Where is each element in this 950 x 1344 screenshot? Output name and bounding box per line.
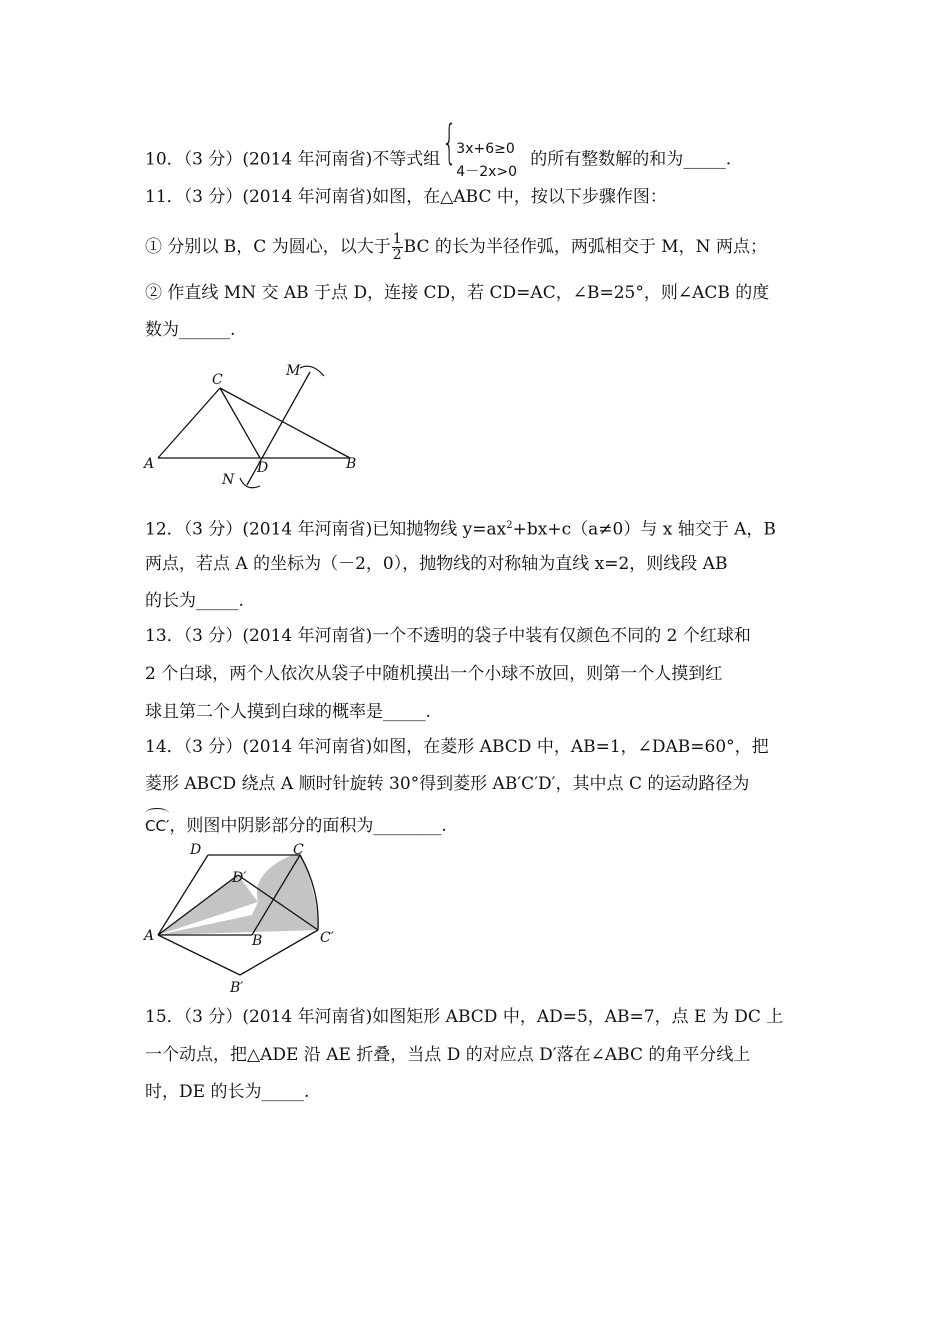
fraction-denominator: 2 bbox=[392, 247, 402, 263]
label-n: N bbox=[222, 472, 235, 488]
label-c: C bbox=[212, 372, 223, 388]
arc-cc-prime: CC′ bbox=[145, 810, 169, 838]
q14-line3 bbox=[145, 810, 447, 838]
q13-line2: 2 个白球，两个人依次从袋子中随机摸出一个小球不放回，则第一个人摸到红 bbox=[145, 664, 723, 684]
q11-line2-a: ① 分别以 B，C 为圆心，以大于 bbox=[145, 237, 391, 257]
label-c: C bbox=[293, 842, 304, 858]
q12-line3: 的长为_____. bbox=[145, 591, 244, 611]
q14-line1: 14．（3 分）(2014 年河南省)如图，在菱形 ABCD 中，AB=1，∠DAB=60°，把 bbox=[145, 737, 769, 757]
label-a: A bbox=[144, 928, 155, 944]
q11-line2 bbox=[145, 232, 767, 263]
q14-line3-b: ，则图中阴影部分的面积为________. bbox=[169, 816, 447, 836]
q13-line3: 球且第二个人摸到白球的概率是_____. bbox=[145, 702, 431, 722]
fraction-numerator: 1 bbox=[392, 231, 402, 247]
label-b: B bbox=[252, 933, 263, 949]
label-a: A bbox=[144, 456, 155, 472]
q11-line1: 11．（3 分）(2014 年河南省)如图，在△ABC 中，按以下步骤作图： bbox=[145, 187, 667, 207]
label-m: M bbox=[286, 363, 301, 379]
label-b-prime: B′ bbox=[230, 980, 244, 995]
q11-line3: ② 作直线 MN 交 AB 于点 D，连接 CD，若 CD=AC，∠B=25°，则∠ACB 的度 bbox=[145, 283, 770, 303]
q11-figure bbox=[140, 360, 370, 495]
inequality-row-1: 3x+6≥0 bbox=[456, 141, 515, 157]
q12-line1-a: 12．（3 分）(2014 年河南省)已知抛物线 y=ax bbox=[145, 519, 507, 540]
label-d: D bbox=[257, 460, 269, 476]
exponent: 2 bbox=[506, 520, 513, 531]
q15-line2: 一个动点，把△ADE 沿 AE 折叠，当点 D 的对应点 D′落在∠ABC 的角平分线上 bbox=[145, 1045, 751, 1065]
inequality-system: { 3x+6≥0 4－2x>0 bbox=[442, 136, 528, 184]
arc-m bbox=[300, 366, 324, 376]
label-b: B bbox=[346, 456, 357, 472]
q14-line2: 菱形 ABCD 绕点 A 顺时针旋转 30°得到菱形 AB′C′D′，其中点 C 的运动路径为 bbox=[145, 774, 750, 794]
q14-figure bbox=[140, 840, 350, 995]
q12-line1-b: +bx+c（a≠0）与 x 轴交于 A，B bbox=[512, 519, 776, 540]
q12-line2: 两点，若点 A 的坐标为（－2，0），抛物线的对称轴为直线 x=2，则线段 AB bbox=[145, 554, 728, 574]
q15-line3: 时，DE 的长为_____. bbox=[145, 1082, 310, 1102]
segment-ab-prime bbox=[158, 935, 240, 975]
q10-suffix: 的所有整数解的和为_____. bbox=[530, 149, 732, 170]
q13-line1: 13．（3 分）(2014 年河南省)一个不透明的袋子中装有仅颜色不同的 2 个红球和 bbox=[145, 626, 751, 646]
fraction-half bbox=[392, 232, 403, 263]
label-d: D bbox=[190, 842, 202, 858]
q11-line4: 数为______. bbox=[145, 320, 236, 340]
q15-line1: 15．（3 分）(2014 年河南省)如图矩形 ABCD 中，AD=5，AB=7，点 E 为 DC 上 bbox=[145, 1007, 784, 1027]
label-d-prime: D′ bbox=[232, 870, 247, 886]
label-c-prime: C′ bbox=[320, 930, 334, 946]
q11-line2-b: BC 的长为半径作弧，两弧相交于 M，N 两点； bbox=[403, 237, 767, 257]
inequality-row-2: 4－2x>0 bbox=[456, 164, 518, 180]
q10-prefix: 10．（3 分）(2014 年河南省)不等式组 bbox=[145, 149, 441, 170]
question-10 bbox=[145, 115, 732, 184]
segment-ac bbox=[158, 388, 220, 458]
q12-line1 bbox=[145, 514, 776, 542]
